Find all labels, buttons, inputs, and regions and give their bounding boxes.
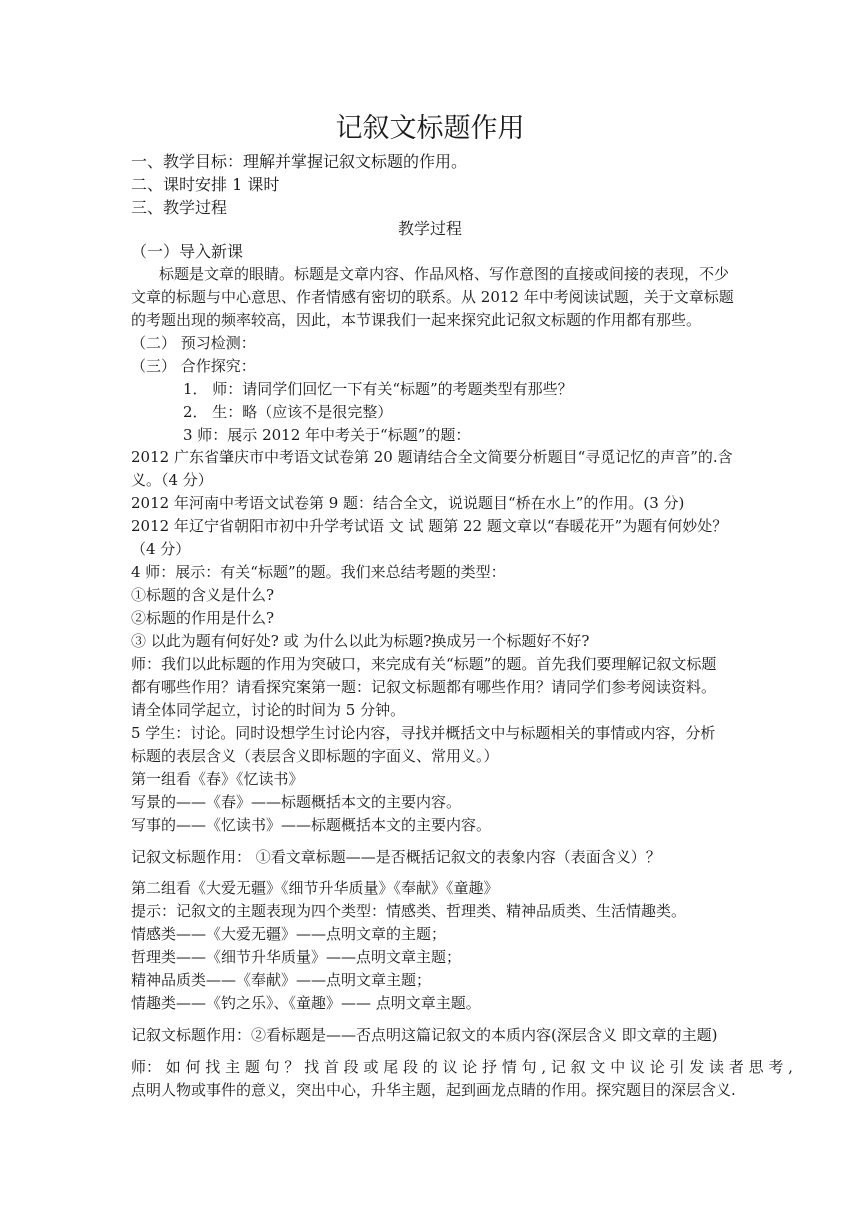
text-line: 一、教学目标：理解并掌握记叙文标题的作用。 [131,152,468,171]
text-line: 义。（4 分） [131,471,213,489]
text-line: 标题是文章的眼睛。标题是文章内容、作品风格、写作意图的直接或间接的表现，不少 [159,265,730,283]
text-line: 情趣类——《钓之乐》、《童趣》—— 点明文章主题。 [131,994,481,1012]
text-line: 师： 如 何 找 主 题 句 ？ 找 首 段 或 尾 段 的 议 论 抒 情 句 , 记 叙 文 中 议 论 引 发 读 者 思 考 , [131,1058,793,1076]
text-line: 点明人物或事件的意义，突出中心，升华主题，起到画龙点睛的作用。探究题目的深层含义. [131,1081,736,1099]
text-line: 2． 生：略（应该不是很完整） [183,403,393,421]
text-line: 请全体同学起立，讨论的时间为 5 分钟。 [131,701,406,719]
document-title: 记叙文标题作用 [335,113,525,144]
text-line: 师：我们以此标题的作用为突破口，来完成有关“标题”的题。首先我们要理解记叙文标题 [131,655,717,673]
text-line: 标题的表层含义（表层含义即标题的字面义、常用义。） [131,747,499,765]
text-line: 3 师：展示 2012 年中考关于“标题”的题： [183,426,471,444]
text-line: （一）导入新课 [131,242,244,261]
text-line: （三） 合作探究： [131,357,256,375]
text-line: 哲理类——《细节升华质量》——点明文章主题； [131,948,462,966]
text-line: 情感类——《大爱无疆》——点明文章的主题； [131,925,447,943]
text-line: 第二组看《大爱无疆》《细节升华质量》《奉献》《童趣》 [131,879,499,897]
text-line: 记叙文标题作用：②看标题是——否点明这篇记叙文的本质内容(深层含义 即文章的主题) [131,1026,718,1044]
text-line: 2012 年辽宁省朝阳市初中升学考试语 文 试 题第 22 题文章以“春暖花开”为题有何妙处？ [131,517,728,535]
text-line: 提示：记叙文的主题表现为四个类型：情感类、哲理类、精神品质类、生活情趣类。 [131,902,687,920]
text-line: （4 分） [131,540,191,558]
text-line: （二） 预习检测： [131,334,256,352]
text-line: 1． 师：请同学们回忆一下有关“标题”的考题类型有那些？ [183,380,573,398]
section-heading: 教学过程 [397,219,462,238]
text-line: ①标题的含义是什么? [131,586,275,604]
text-line: 5 学生：讨论。同时设想学生讨论内容，寻找并概括文中与标题相关的事情或内容，分析 [131,724,716,742]
text-line: 写事的——《忆读书》——标题概括本文的主要内容。 [131,816,492,834]
text-line: 2012 广东省肇庆市中考语文试卷第 20 题请结合全文简要分析题目“寻觅记忆的声音”的.含 [131,448,733,466]
text-line: 精神品质类——《奉献》——点明文章主题； [131,971,432,989]
text-line: 三、教学过程 [131,198,228,217]
text-line: 的考题出现的频率较高，因此，本节课我们一起来探究此记叙文标题的作用都有那些。 [131,311,702,329]
text-line: 第一组看《春》《忆读书》 [131,770,304,788]
text-line: ③ 以此为题有何好处? 或 为什么以此为标题?换成另一个标题好不好? [131,632,590,650]
text-line: 4 师：展示：有关“标题”的题。我们来总结考题的类型： [131,563,506,581]
text-line: 2012 年河南中考语文试卷第 9 题：结合全文，说说题目“桥在水上”的作用。(3 分) [131,494,685,512]
text-line: 文章的标题与中心意思、作者情感有密切的联系。从 2012 年中考阅读试题，关于文章标题 [131,288,734,306]
text-line: ②标题的作用是什么? [131,609,275,627]
text-line: 都有哪些作用？请看探究案第一题：记叙文标题都有哪些作用？请同学们参考阅读资料。 [131,678,717,696]
text-line: 二、课时安排 1 课时 [131,175,280,194]
text-line: 记叙文标题作用： ①看文章标题——是否概括记叙文的表象内容（表面含义）？ [131,848,661,866]
text-line: 写景的——《春》——标题概括本文的主要内容。 [131,793,462,811]
